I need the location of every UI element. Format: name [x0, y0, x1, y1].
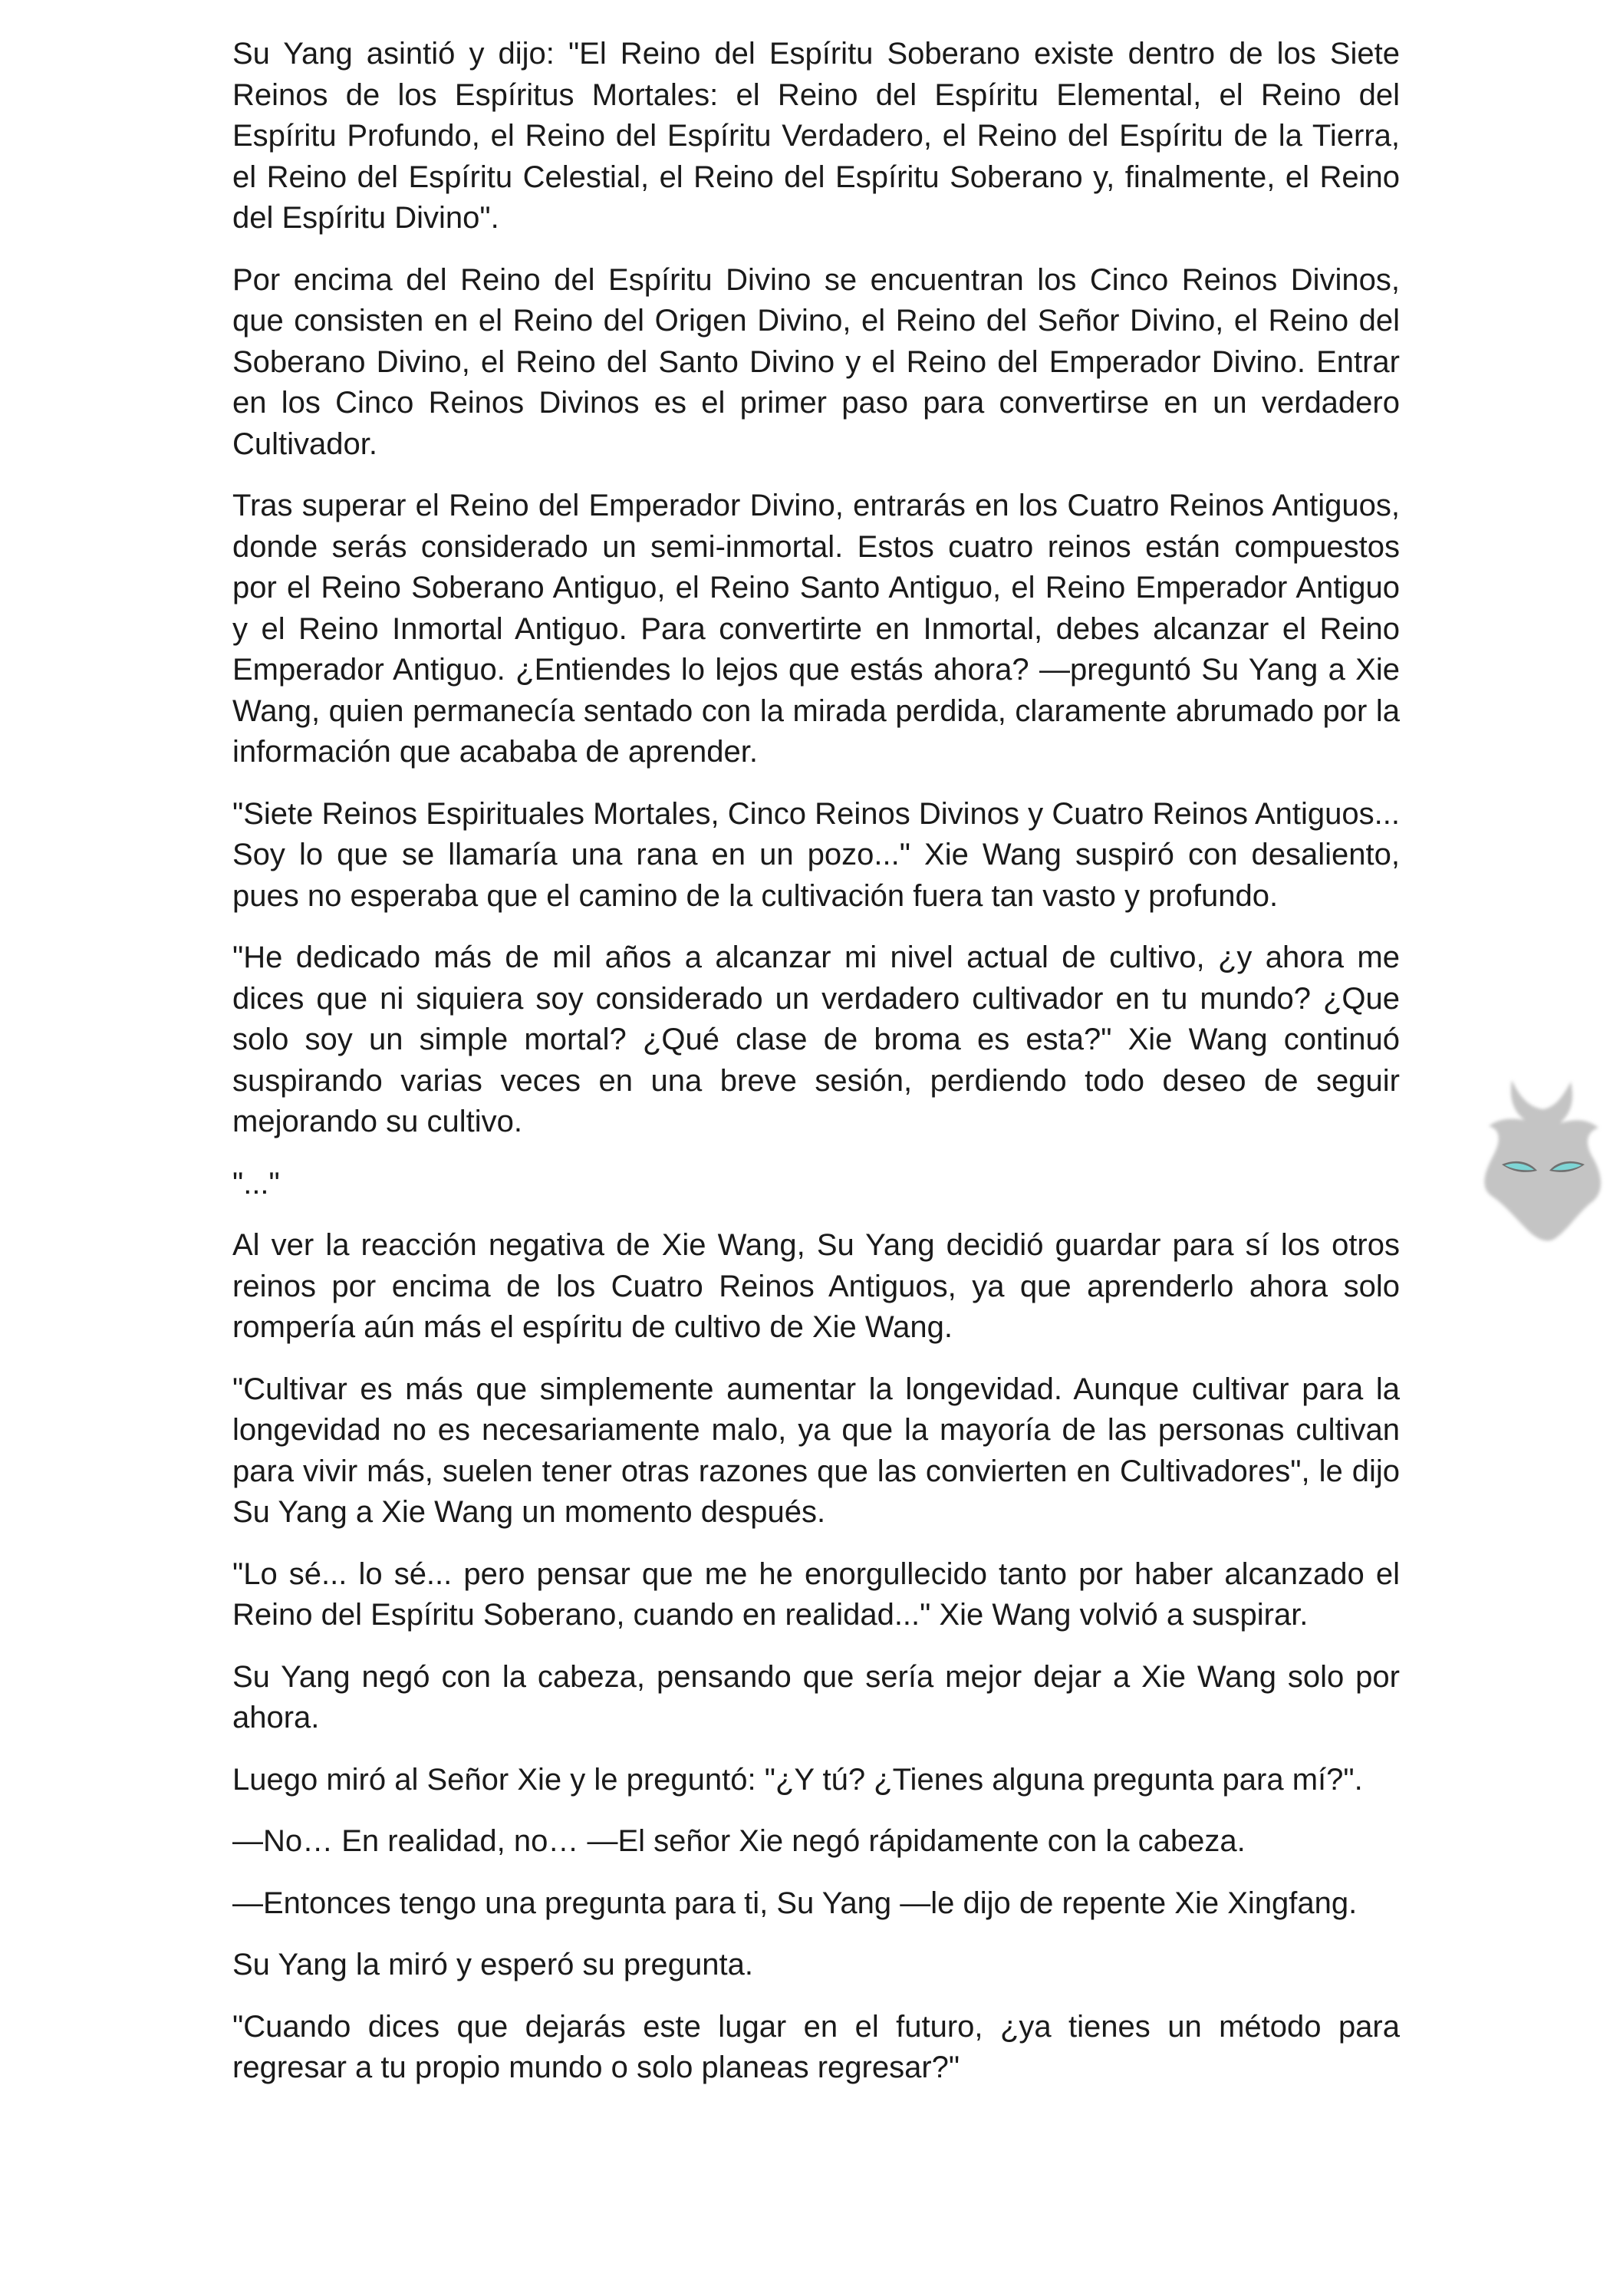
paragraph-6: "..."	[232, 1166, 280, 1201]
paragraph-5: "He dedicado más de mil años a alcanzar mi nivel actual de cultivo, ¿y ahora me dices que ni siquiera soy considerado un verdadero cultivador en tu mundo? ¿Que solo soy un simple mortal? ¿Qué clase de broma es esta?" Xie Wang continuó suspirando varias veces en una breve sesión, perdiendo todo deseo de seguir mejorando su cultivo.	[232, 940, 1400, 1138]
paragraph-2: Por encima del Reino del Espíritu Divino se encuentran los Cinco Reinos Divinos, que consisten en el Reino del Origen Divino, el Reino del Señor Divino, el Reino del Soberano Divino, el Reino del Santo Divino y el Reino del Emperador Divino. Entrar en los Cinco Reinos Divinos es el primer paso para convertirse en un verdadero Cultivador.	[232, 262, 1400, 461]
paragraph-12: —No… En realidad, no… —El señor Xie negó rápidamente con la cabeza.	[232, 1824, 1246, 1858]
paragraph-1: Su Yang asintió y dijo: "El Reino del Espíritu Soberano existe dentro de los Siete Reinos de los Espíritus Mortales: el Reino del Espíritu Elemental, el Reino del Espíritu Profundo, el Reino del Espíritu Verdadero, el Reino del Espíritu de la Tierra, el Reino del Espíritu Celestial, el Reino del Espíritu Soberano y, finalmente, el Reino del Espíritu Divino".	[232, 37, 1400, 235]
paragraph-10: Su Yang negó con la cabeza, pensando que sería mejor dejar a Xie Wang solo por ahora.	[232, 1659, 1400, 1734]
paragraph-7: Al ver la reacción negativa de Xie Wang, Su Yang decidió guardar para sí los otros reinos por encima de los Cuatro Reinos Antiguos, ya que aprenderlo ahora solo rompería aún más el espíritu de cultivo de Xie Wang.	[232, 1228, 1400, 1344]
paragraph-9: "Lo sé... lo sé... pero pensar que me he enorgullecido tanto por haber alcanzado el Reino del Espíritu Soberano, cuando en realidad..." Xie Wang volvió a suspirar.	[232, 1556, 1400, 1632]
paragraph-13: —Entonces tengo una pregunta para ti, Su Yang —le dijo de repente Xie Xingfang.	[232, 1886, 1358, 1920]
paragraph-14: Su Yang la miró y esperó su pregunta.	[232, 1948, 753, 1981]
paragraph-3: Tras superar el Reino del Emperador Divino, entrarás en los Cuatro Reinos Antiguos, donde serás considerado un semi-inmortal. Estos cuatro reinos están compuestos por el Reino Soberano Antiguo, el Reino Santo Antiguo, el Reino Emperador Antiguo y el Reino Inmortal Antiguo. Para convertirte en Inmortal, debes alcanzar el Reino Emperador Antiguo. ¿Entiendes lo lejos que estás ahora? —preguntó Su Yang a Xie Wang, quien permanecía sentado con la mirada perdida, claramente abrumado por la información que acababa de aprender.	[232, 489, 1400, 769]
demon-head-logo-icon	[1470, 1072, 1615, 1249]
paragraph-15: "Cuando dices que dejarás este lugar en el futuro, ¿ya tienes un método para regresar a tu propio mundo o solo planeas regresar?"	[232, 2009, 1400, 2084]
document-body	[232, 34, 1400, 2110]
paragraph-11: Luego miró al Señor Xie y le preguntó: "¿Y tú? ¿Tienes alguna pregunta para mí?".	[232, 1762, 1363, 1797]
paragraph-8: "Cultivar es más que simplemente aumentar la longevidad. Aunque cultivar para la longevidad no es necesariamente malo, ya que la mayoría de las personas cultivan para vivir más, suelen tener otras razones que las convierten en Cultivadores", le dijo Su Yang a Xie Wang un momento después.	[232, 1372, 1400, 1529]
paragraph-4: "Siete Reinos Espirituales Mortales, Cinco Reinos Divinos y Cuatro Reinos Antiguos... Soy lo que se llamaría una rana en un pozo..." Xie Wang suspiró con desaliento, pues no esperaba que el camino de la cultivación fuera tan vasto y profundo.	[232, 796, 1400, 913]
